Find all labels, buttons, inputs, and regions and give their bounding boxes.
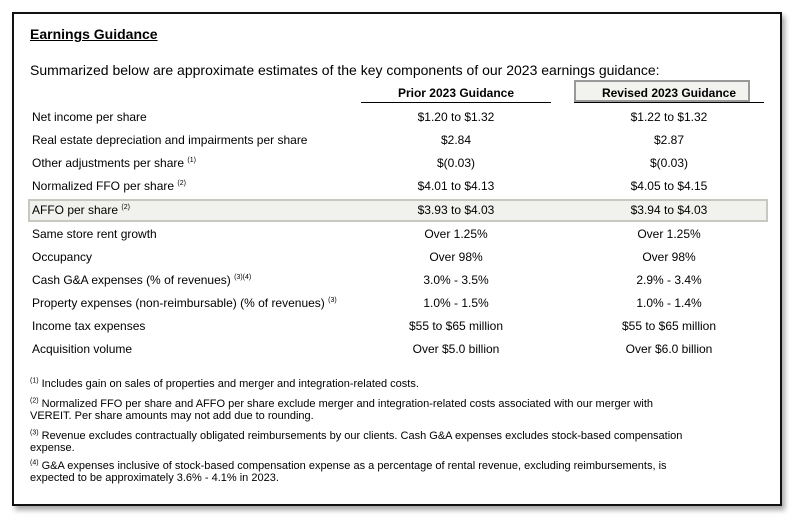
table-row <box>30 223 764 246</box>
table-row-highlighted <box>28 199 768 222</box>
revised-value: $1.22 to $1.32 <box>630 110 708 124</box>
footnote-text: Includes gain on sales of properties and merger and integration-related costs. <box>41 378 419 390</box>
footnote-mark: (2) <box>30 397 39 405</box>
footnote-text-cont: VEREIT. Per share amounts may not add due to rounding. <box>30 410 314 422</box>
footnote-3 <box>30 430 750 454</box>
footnote-ref: (2) <box>121 204 130 211</box>
revised-value: $4.05 to $4.15 <box>630 179 708 193</box>
prior-value: Over 1.25% <box>424 227 488 241</box>
footnote-4 <box>30 460 750 484</box>
prior-value: Over $5.0 billion <box>412 342 500 356</box>
row-label: Income tax expenses <box>32 319 146 333</box>
row-label: Occupancy <box>32 250 93 264</box>
section-title: Earnings Guidance <box>30 26 158 42</box>
revised-value: $3.94 to $4.03 <box>630 203 708 217</box>
table-row <box>30 246 764 269</box>
table-row <box>30 106 764 129</box>
footnote-ref: (1) <box>187 157 196 164</box>
revised-value: Over 98% <box>642 250 696 264</box>
table-row <box>30 152 764 175</box>
column-header-revised-label: Revised 2023 Guidance <box>601 86 737 100</box>
footnote-mark: (3) <box>30 429 39 437</box>
table-row <box>30 129 764 152</box>
footnote-text-cont: expense. <box>30 442 75 454</box>
row-label: Cash G&A expenses (% of revenues) $^{(3)(4)}$ <box>32 273 252 287</box>
revised-value: $(0.03) <box>649 156 689 170</box>
footnote-text: Revenue excludes contractually obligated reimbursements by our clients. Cash G&A expenses excludes stock-based compensation <box>41 430 683 442</box>
footnote-text: G&A expenses inclusive of stock-based compensation expense as a percentage of rental revenue, excluding reimbursements, is <box>41 460 667 472</box>
footnote-ref: (2) <box>177 180 186 187</box>
footnote-mark: (1) <box>30 377 39 385</box>
table-row <box>30 269 764 292</box>
row-label: Acquisition volume <box>32 342 133 356</box>
row-label: Property expenses (non-reimbursable) (% of revenues) $^{(3)}$ <box>32 296 337 310</box>
table-row <box>30 338 764 361</box>
footnote-mark: (4) <box>30 459 39 467</box>
prior-value: 1.0% - 1.5% <box>423 296 489 310</box>
row-label: Normalized FFO per share $^{(2)}$ <box>32 179 186 193</box>
column-header-revised <box>574 84 764 103</box>
column-header-prior <box>361 84 551 103</box>
row-label: Same store rent growth <box>32 227 157 241</box>
prior-value: 3.0% - 3.5% <box>423 273 489 287</box>
footnote-2 <box>30 398 750 422</box>
prior-value: $1.20 to $1.32 <box>417 110 495 124</box>
revised-value: $2.87 <box>653 133 685 147</box>
row-label: Net income per share <box>32 110 147 124</box>
footnote-1 <box>30 378 750 390</box>
revised-value: Over 1.25% <box>637 227 701 241</box>
table-row <box>30 292 764 315</box>
prior-value: $4.01 to $4.13 <box>417 179 495 193</box>
revised-value: 1.0% - 1.4% <box>636 296 702 310</box>
guidance-panel <box>12 12 782 506</box>
footnote-text-cont: expected to be approximately 3.6% - 4.1% in 2023. <box>30 472 279 484</box>
column-header-prior-label: Prior 2023 Guidance <box>397 86 515 100</box>
row-label: Other adjustments per share $^{(1)}$ <box>32 156 196 170</box>
footnote-text: Normalized FFO per share and AFFO per share exclude merger and integration-related costs associated with our merger with <box>41 398 654 410</box>
footnote-ref: (3) <box>328 297 337 304</box>
table-row <box>30 175 764 198</box>
row-label: AFFO per share $^{(2)}$ <box>32 203 130 217</box>
prior-value: $55 to $65 million <box>408 319 504 333</box>
revised-value: 2.9% - 3.4% <box>636 273 702 287</box>
prior-value: $2.84 <box>440 133 472 147</box>
intro-text: Summarized below are approximate estimates of the key components of our 2023 earnings guidance: <box>30 62 660 78</box>
prior-value: $3.93 to $4.03 <box>417 203 495 217</box>
table-row <box>30 315 764 338</box>
footnote-ref: (3)(4) <box>234 274 252 281</box>
prior-value: $(0.03) <box>436 156 476 170</box>
row-label: Real estate depreciation and impairments per share <box>32 133 308 147</box>
revised-value: Over $6.0 billion <box>625 342 713 356</box>
revised-value: $55 to $65 million <box>621 319 717 333</box>
prior-value: Over 98% <box>429 250 483 264</box>
